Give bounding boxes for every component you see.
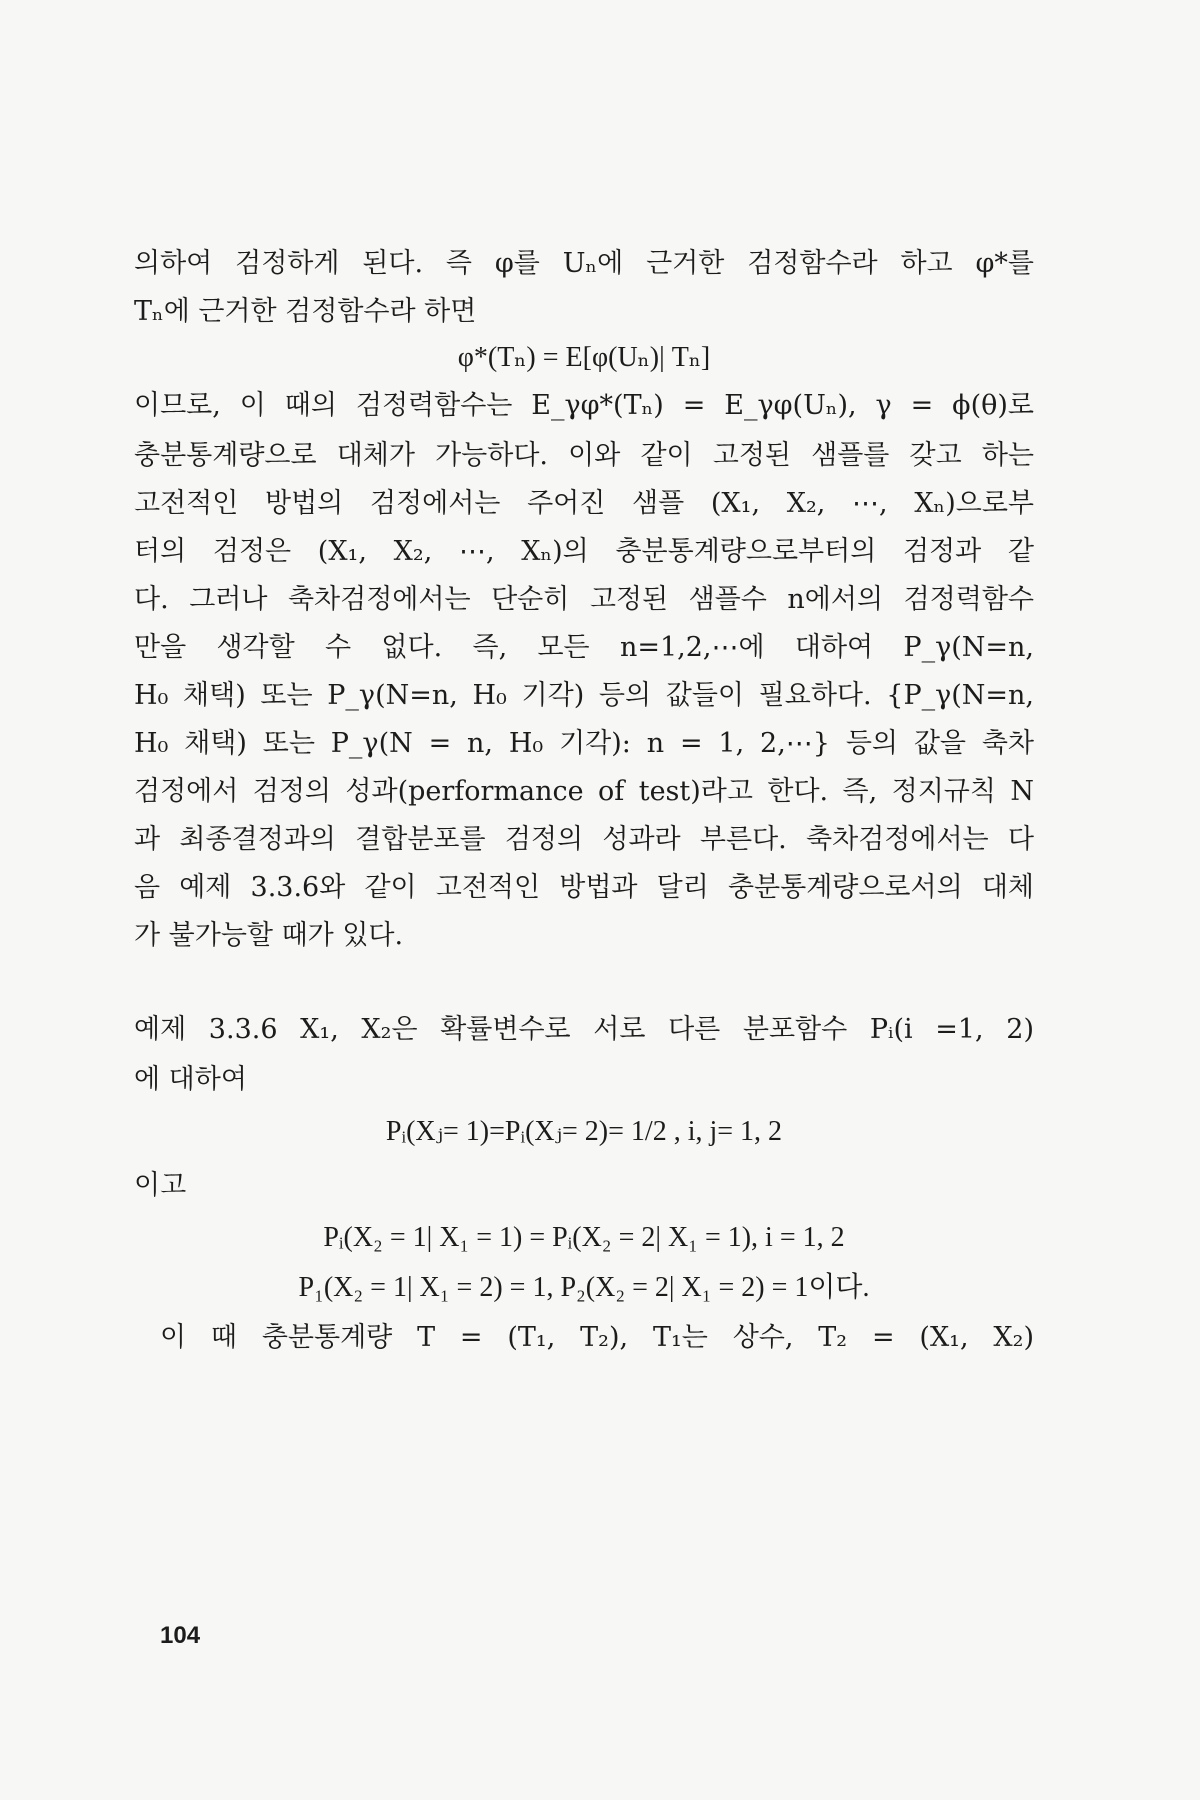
text-line: 과 최종결정과의 결합분포를 검정의 성과라 부른다. 축차검정에서는 다 [134, 824, 1034, 855]
text-line: 의하여 검정하게 된다. 즉 φ를 Uₙ에 근거한 검정함수라 하고 φ*를 [134, 248, 1034, 279]
equation: P₁(X₂ = 1| X₁ = 2) = 1, P₂(X₂ = 2| X₁ = 2) = 1이다. [298, 1272, 870, 1303]
text-line: 충분통계량으로 대체가 가능하다. 이와 같이 고정된 샘플를 갖고 하는 [134, 440, 1034, 471]
text-line: 만을 생각할 수 없다. 즉, 모든 n=1,2,⋯에 대하여 P_γ(N=n, [134, 632, 1034, 663]
text-line: H₀ 채택) 또는 P_γ(N=n, H₀ 기각) 등의 값들이 필요하다. {P_γ(N=n, [134, 680, 1034, 711]
text-line: Tₙ에 근거한 검정함수라 하면 [134, 296, 477, 327]
text-line: 검정에서 검정의 성과(performance of test)라고 한다. 즉, 정지규칙 N [134, 776, 1034, 807]
text-line: 다. 그러나 축차검정에서는 단순히 고정된 샘플수 n에서의 검정력함수 [134, 584, 1034, 615]
text-line: 이 때 충분통계량 T = (T₁, T₂), T₁는 상수, T₂ = (X₁, X₂) [160, 1322, 1034, 1353]
page-number: 104 [160, 1622, 201, 1649]
text-line: 음 예제 3.3.6와 같이 고전적인 방법과 달리 충분통계량으로서의 대체 [134, 872, 1034, 903]
equation: φ*(Tₙ) = E[φ(Uₙ)| Tₙ] [457, 342, 711, 373]
text-line: H₀ 채택) 또는 P_γ(N = n, H₀ 기각): n = 1, 2,⋯} 등의 값을 축차 [134, 728, 1034, 759]
equation: Pᵢ(X₂ = 1| X₁ = 1) = Pᵢ(X₂ = 2| X₁ = 1), i = 1, 2 [323, 1222, 845, 1253]
example-heading: 예제 3.3.6 X₁, X₂은 확률변수로 서로 다른 분포함수 Pᵢ(i =1, 2) [134, 1014, 1034, 1045]
text-line: 이고 [134, 1170, 187, 1201]
text-line: 터의 검정은 (X₁, X₂, ⋯, Xₙ)의 충분통계량으로부터의 검정과 같 [134, 536, 1034, 567]
text-line: 가 불가능할 때가 있다. [134, 920, 404, 951]
text-line: 이므로, 이 때의 검정력함수는 E_γφ*(Tₙ) = E_γφ(Uₙ), γ = ϕ(θ)로 [134, 390, 1034, 421]
text-line: 에 대하여 [134, 1064, 247, 1095]
equation: Pᵢ(Xⱼ= 1)=Pᵢ(Xⱼ= 2)= 1/2 , i, j= 1, 2 [385, 1116, 783, 1147]
text-line: 고전적인 방법의 검정에서는 주어진 샘플 (X₁, X₂, ⋯, Xₙ)으로부 [134, 488, 1034, 519]
